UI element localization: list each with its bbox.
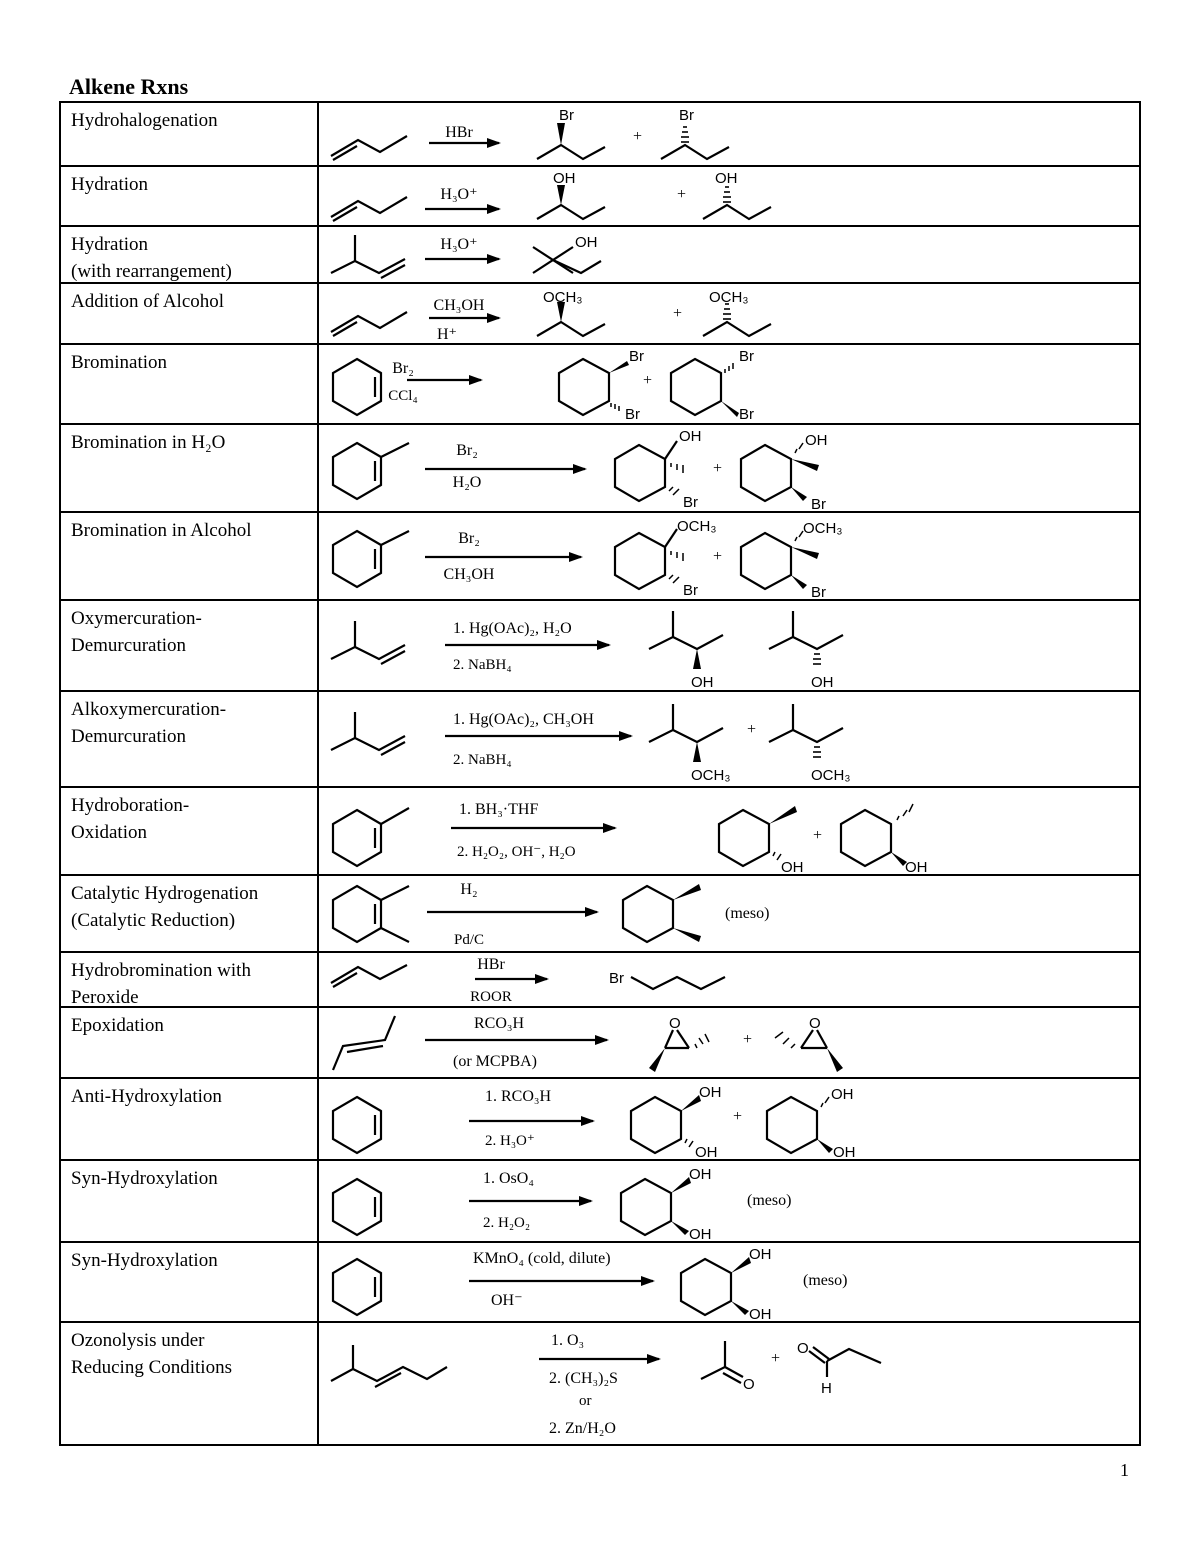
- reactant-structure: [331, 136, 407, 160]
- product-structure: [769, 704, 850, 784]
- reagent-label: CH₃OH: [443, 566, 495, 583]
- atom-label: Br: [811, 584, 826, 601]
- reagent-label: 2. Zn/H₂O: [549, 1420, 616, 1437]
- product-structure: [719, 806, 804, 876]
- plus-sign: +: [713, 460, 723, 477]
- reagent-label: 1. Hg(OAc)₂, H₂O: [453, 620, 572, 637]
- plus-sign: +: [747, 721, 757, 738]
- product-structure: [649, 1015, 709, 1072]
- table-row: [61, 876, 1139, 953]
- reaction-arrow: [427, 907, 599, 917]
- product-structure: [661, 107, 729, 159]
- atom-label: OH: [715, 170, 738, 187]
- reaction-name: Hydrohalogenation: [71, 110, 218, 131]
- table-row: [61, 1079, 1139, 1161]
- product-structure: [767, 1086, 856, 1161]
- product-structure: [769, 611, 843, 691]
- reaction-scheme: [319, 284, 1141, 345]
- atom-label: Br: [739, 406, 754, 423]
- atom-label: O: [797, 1340, 809, 1357]
- atom-label: Br: [811, 496, 826, 513]
- reaction-name: Syn-Hydroxylation: [71, 1168, 218, 1189]
- product-structure: [609, 970, 725, 989]
- atom-label: Br: [559, 107, 574, 124]
- page-title: Alkene Rxns: [69, 74, 189, 99]
- plus-sign: +: [813, 827, 823, 844]
- reagent-label: 1. OsO₄: [483, 1170, 534, 1187]
- table-row: [61, 601, 1139, 692]
- atom-label: OH: [749, 1246, 772, 1263]
- table-row: [61, 692, 1139, 788]
- reaction-name: Addition of Alcohol: [71, 291, 225, 312]
- reactant-structure: [333, 1097, 381, 1153]
- reactant-structure: [333, 886, 409, 942]
- table-row: [61, 1323, 1139, 1444]
- reaction-scheme: [319, 953, 1141, 1008]
- reactant-structure: [331, 197, 407, 221]
- plus-sign: +: [771, 1350, 781, 1367]
- product-structure: [631, 1084, 722, 1161]
- product-structure: [797, 1340, 881, 1397]
- reaction-name: Syn-Hydroxylation: [71, 1250, 218, 1271]
- reagent-label: OH⁻: [491, 1292, 523, 1309]
- table-row: [61, 1243, 1139, 1323]
- atom-label: OH: [689, 1226, 712, 1243]
- reagent-label: Br₂: [456, 442, 478, 459]
- stereo-note: (meso): [747, 1192, 792, 1209]
- reaction-arrow: [469, 1116, 595, 1126]
- product-structure: [703, 170, 771, 219]
- reagent-label: RCO₃H: [473, 1015, 525, 1032]
- reaction-arrow: [425, 1035, 609, 1045]
- product-structure: [703, 289, 771, 336]
- table-row: [61, 513, 1139, 601]
- reaction-scheme: [319, 345, 1141, 425]
- reagent-label: H₂: [460, 881, 478, 898]
- reaction-scheme: [319, 425, 1141, 513]
- reaction-name: Bromination: [71, 352, 168, 373]
- reagent-label: KMnO₄ (cold, dilute): [473, 1250, 611, 1267]
- reaction-arrow: [425, 464, 587, 474]
- reagent-label: Pd/C: [453, 932, 485, 948]
- plus-sign: +: [633, 128, 643, 145]
- atom-label: OH: [679, 428, 702, 445]
- product-structure: [775, 1015, 843, 1072]
- atom-label: OH: [691, 674, 714, 691]
- plus-sign: +: [713, 548, 723, 565]
- atom-label: Br: [629, 348, 644, 365]
- reaction-name: Anti-Hydroxylation: [71, 1086, 222, 1107]
- reactant-structure: [333, 1016, 395, 1070]
- reactant-structure: [331, 712, 405, 755]
- product-structure: [741, 520, 842, 601]
- reagent-label: H₂O: [452, 474, 482, 491]
- reaction-scheme: [319, 1243, 1141, 1323]
- reaction-name: Alkoxymercuration- Demurcuration: [71, 699, 227, 747]
- reaction-arrow: [539, 1354, 661, 1364]
- reaction-scheme: [319, 692, 1141, 788]
- table-row: [61, 425, 1139, 513]
- atom-label: OH: [699, 1084, 722, 1101]
- reagent-label: HBr: [477, 956, 505, 973]
- table-row: [61, 1161, 1139, 1243]
- reaction-name: Hydration (with rearrangement): [71, 234, 232, 282]
- stereo-note: (meso): [803, 1272, 848, 1289]
- atom-label: OCH₃: [677, 518, 717, 535]
- reaction-name: Epoxidation: [71, 1015, 164, 1036]
- reaction-name: Hydroboration- Oxidation: [71, 795, 190, 843]
- reagent-label: HBr: [445, 124, 473, 141]
- reagent-label: 2. H₃O⁺: [485, 1133, 535, 1149]
- atom-label: OH: [831, 1086, 854, 1103]
- product-structure: [621, 1166, 712, 1243]
- reaction-scheme: [319, 1079, 1141, 1161]
- atom-label: OH: [781, 859, 804, 876]
- product-structure: [615, 518, 716, 599]
- reaction-arrow: [425, 552, 583, 562]
- atom-label: H: [821, 1380, 832, 1397]
- reaction-arrow: [429, 313, 501, 323]
- reagent-label: or: [579, 1393, 592, 1409]
- reaction-name: Bromination in H₂O: [71, 432, 226, 453]
- page-number: 1: [1120, 1460, 1129, 1480]
- reagent-label: 2. (CH₃)₂S: [549, 1370, 618, 1387]
- reactant-structure: [333, 531, 409, 587]
- product-structure: [681, 1246, 772, 1323]
- table-row: [61, 103, 1139, 167]
- plus-sign: +: [677, 186, 687, 203]
- atom-label: Br: [683, 494, 698, 511]
- product-structure: [701, 1341, 755, 1393]
- reagent-label: H₃O⁺: [440, 236, 478, 253]
- atom-label: OH: [695, 1144, 718, 1161]
- reagent-label: 2. NaBH₄: [453, 752, 512, 768]
- product-structure: [649, 611, 723, 691]
- product-structure: [559, 348, 644, 423]
- table-row: [61, 167, 1139, 227]
- reaction-arrow: [425, 254, 501, 264]
- reagent-label: 1. Hg(OAc)₂, CH₃OH: [453, 711, 594, 728]
- atom-label: OCH₃: [709, 289, 749, 306]
- atom-label: Br: [679, 107, 694, 124]
- reaction-name: Ozonolysis under Reducing Conditions: [71, 1330, 232, 1378]
- table-row: [61, 788, 1139, 876]
- product-structure: [533, 234, 601, 273]
- atom-label: OH: [833, 1144, 856, 1161]
- table-row: [61, 227, 1139, 284]
- product-structure: [841, 804, 928, 876]
- atom-label: O: [669, 1015, 681, 1032]
- atom-label: OH: [905, 859, 928, 876]
- atom-label: O: [809, 1015, 821, 1032]
- reagent-label: Br₂: [392, 360, 414, 377]
- reaction-arrow: [407, 375, 483, 385]
- reagent-label: 1. RCO₃H: [485, 1088, 552, 1105]
- reactant-structure: [333, 1179, 381, 1235]
- reaction-scheme: [319, 103, 1141, 167]
- atom-label: Br: [683, 582, 698, 599]
- reactant-structure: [331, 621, 405, 664]
- reaction-scheme: [319, 167, 1141, 227]
- reaction-name: Catalytic Hydrogenation (Catalytic Reduction): [71, 883, 259, 931]
- reagent-label: H⁺: [437, 326, 457, 343]
- reactant-structure: [333, 359, 381, 415]
- atom-label: OCH₃: [803, 520, 843, 537]
- atom-label: OH: [689, 1166, 712, 1183]
- atom-label: OH: [553, 170, 576, 187]
- atom-label: Br: [609, 970, 624, 987]
- reactant-structure: [331, 235, 405, 278]
- reactant-structure: [331, 312, 407, 336]
- reaction-arrow: [445, 731, 633, 741]
- reagent-label: 1. O₃: [551, 1332, 585, 1349]
- product-structure: [649, 704, 730, 784]
- reaction-arrow: [475, 974, 549, 984]
- reaction-arrow: [469, 1196, 593, 1206]
- reagent-label: (or MCPBA): [452, 1053, 538, 1070]
- reagent-label: CCl₄: [388, 388, 418, 404]
- stereo-note: (meso): [725, 905, 770, 922]
- atom-label: OH: [575, 234, 598, 251]
- reagent-label: 1. BH₃·THF: [459, 801, 539, 818]
- product-structure: [537, 289, 605, 336]
- table-row: [61, 345, 1139, 425]
- product-structure: [537, 170, 605, 219]
- atom-label: Br: [739, 348, 754, 365]
- reaction-scheme: [319, 1161, 1141, 1243]
- reactant-structure: [331, 965, 407, 987]
- reagent-label: H₃O⁺: [440, 186, 478, 203]
- plus-sign: +: [743, 1031, 753, 1048]
- plus-sign: +: [673, 305, 683, 322]
- product-structure: [623, 884, 701, 942]
- reactant-structure: [331, 1345, 447, 1387]
- plus-sign: +: [643, 372, 653, 389]
- product-structure: [671, 348, 754, 423]
- product-structure: [537, 107, 605, 159]
- atom-label: OCH₃: [543, 289, 583, 306]
- reaction-scheme: [319, 1008, 1141, 1079]
- atom-label: Br: [625, 406, 640, 423]
- reaction-scheme: [319, 601, 1141, 692]
- product-structure: [741, 432, 828, 513]
- reaction-scheme: [319, 513, 1141, 601]
- reaction-scheme: [319, 876, 1141, 953]
- reactant-structure: [333, 808, 409, 866]
- reactant-structure: [333, 1259, 381, 1315]
- reaction-arrow: [445, 640, 611, 650]
- reaction-scheme: [319, 227, 1141, 284]
- atom-label: OCH₃: [811, 767, 851, 784]
- reagent-label: CH₃OH: [433, 297, 485, 314]
- table-row: [61, 1008, 1139, 1079]
- atom-label: O: [743, 1376, 755, 1393]
- reagent-label: ROOR: [470, 989, 512, 1005]
- reagent-label: 2. NaBH₄: [453, 657, 512, 673]
- reaction-name: Hydration: [71, 174, 149, 195]
- reaction-arrow: [469, 1276, 655, 1286]
- atom-label: OH: [805, 432, 828, 449]
- product-structure: [615, 428, 702, 511]
- reaction-name: Bromination in Alcohol: [71, 520, 252, 541]
- plus-sign: +: [733, 1108, 743, 1125]
- reagent-label: 2. H₂O₂: [483, 1215, 531, 1231]
- table-row: [61, 284, 1139, 345]
- reaction-name: Hydrobromination with Peroxide: [71, 960, 251, 1008]
- reagent-label: Br₂: [458, 530, 480, 547]
- reaction-table: [59, 101, 1141, 1446]
- reaction-arrow: [451, 823, 617, 833]
- atom-label: OH: [811, 674, 834, 691]
- atom-label: OCH₃: [691, 767, 731, 784]
- reactant-structure: [333, 443, 409, 499]
- reagent-label: 2. H₂O₂, OH⁻, H₂O: [457, 844, 576, 860]
- reaction-arrow: [425, 204, 501, 214]
- reaction-name: Oxymercuration- Demurcuration: [71, 608, 202, 656]
- reaction-scheme: [319, 1323, 1141, 1444]
- reaction-scheme: [319, 788, 1141, 876]
- table-row: [61, 953, 1139, 1008]
- atom-label: OH: [749, 1306, 772, 1323]
